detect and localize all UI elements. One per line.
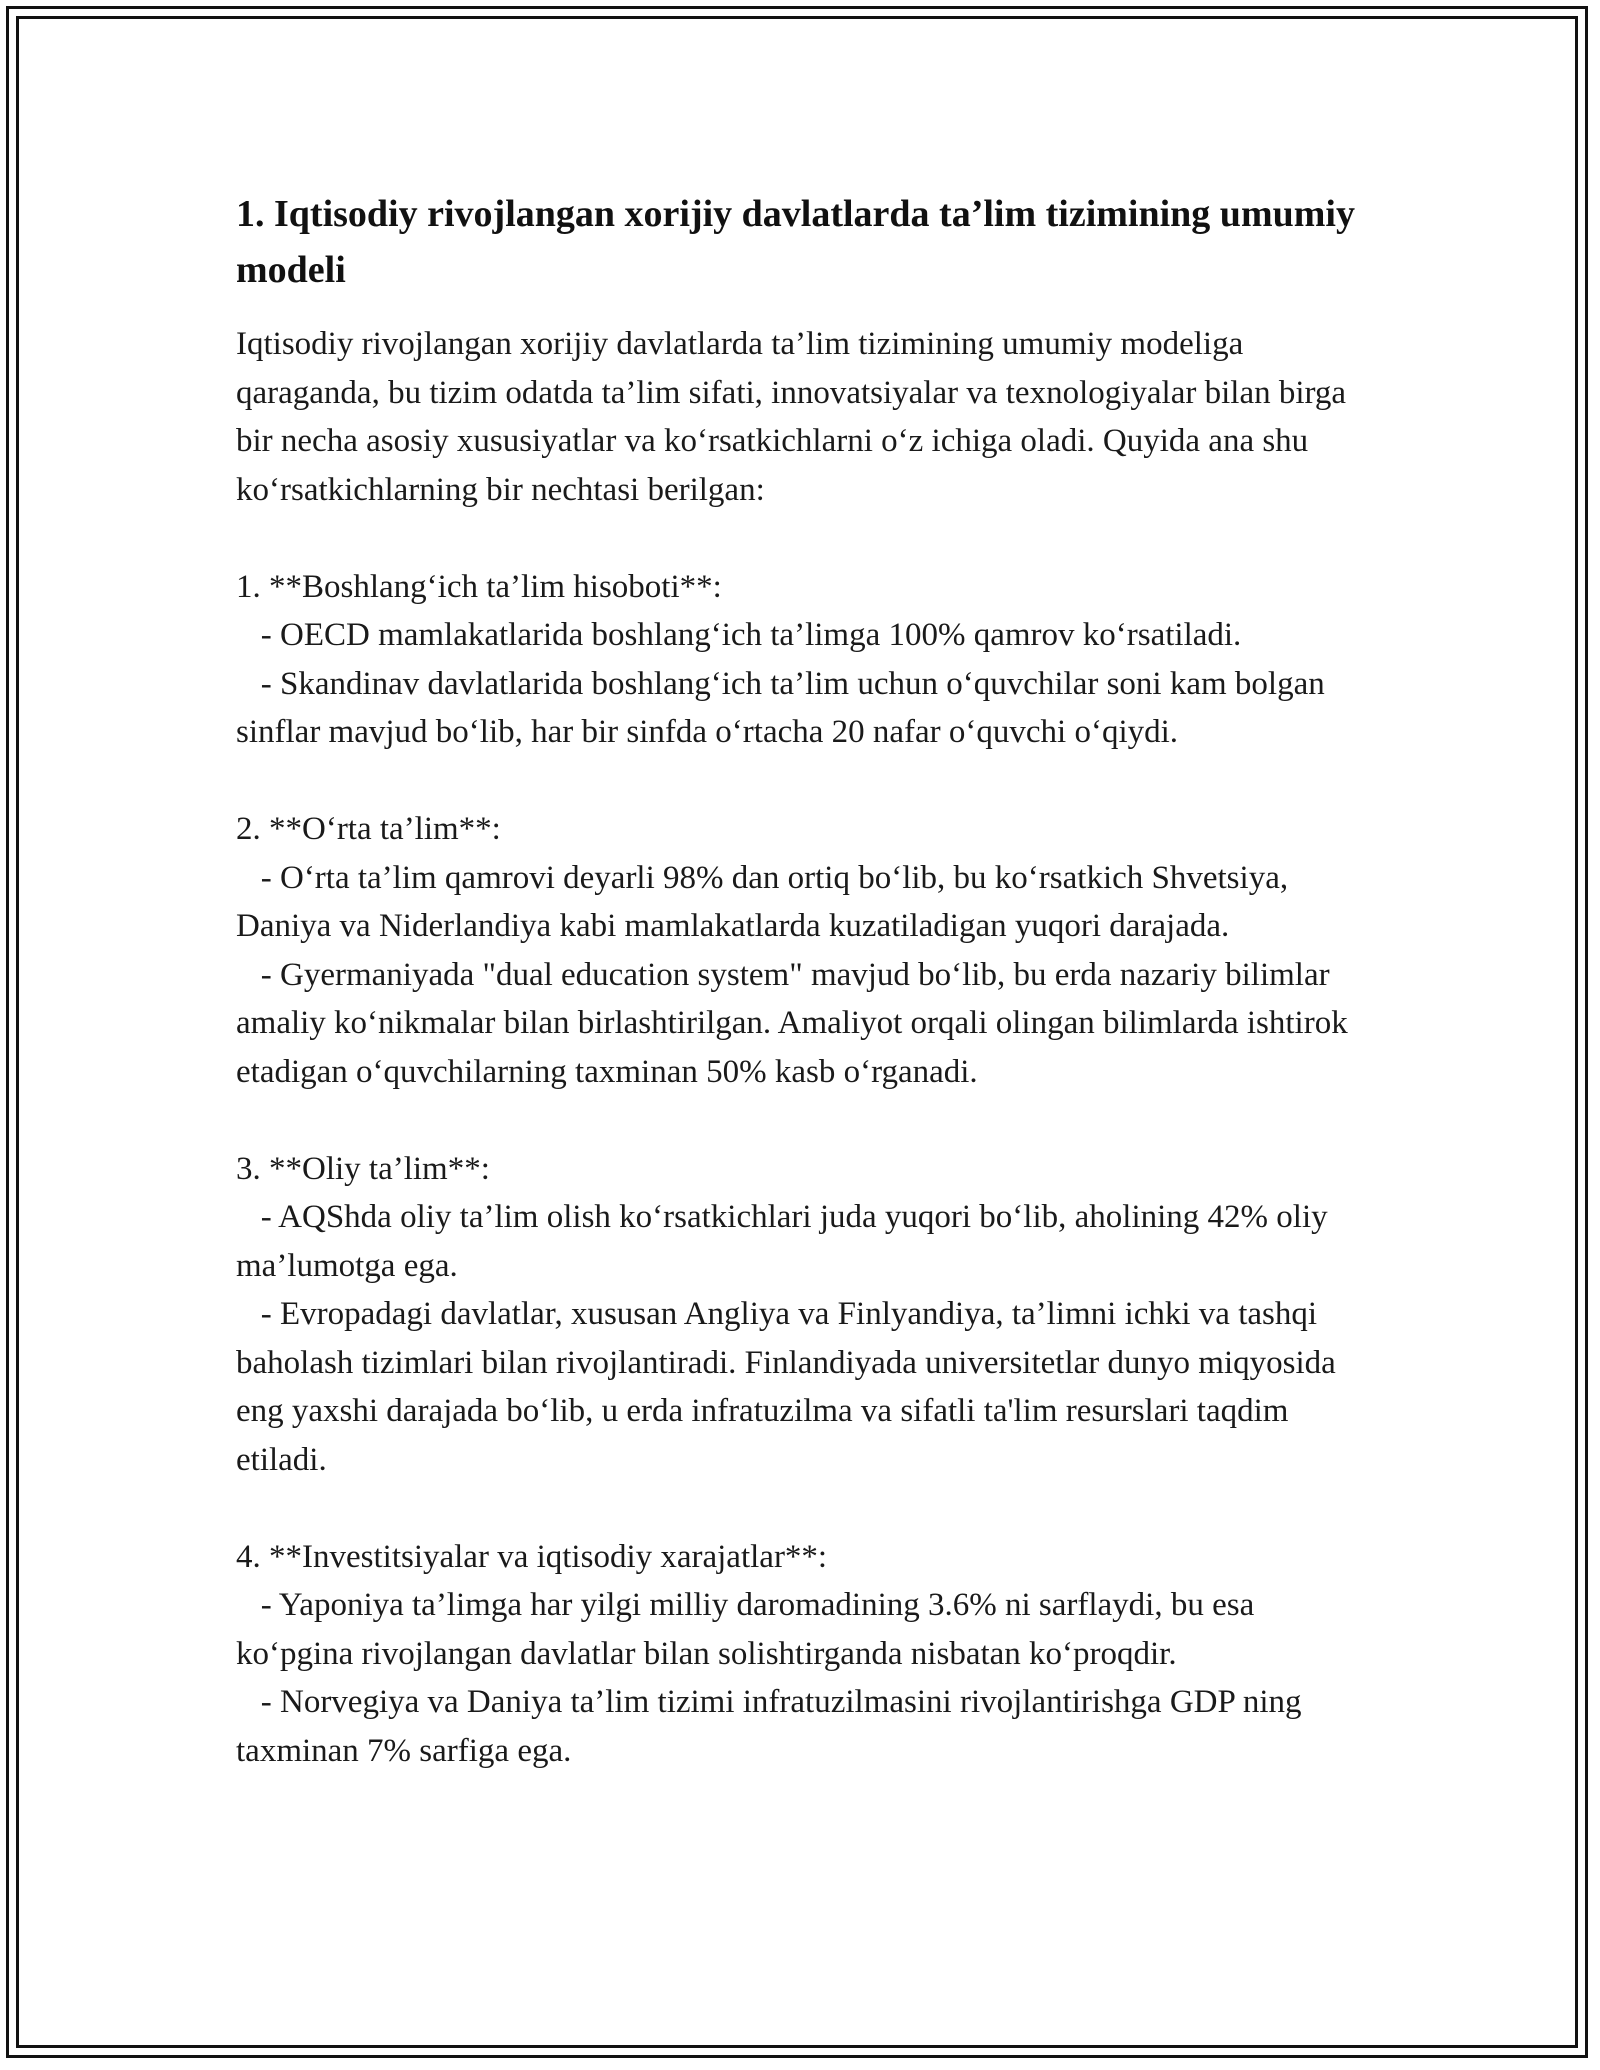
- section-secondary-education: [236, 805, 1376, 1096]
- list-item: - Gyermaniyada "dual education system" mavjud bo‘lib, bu erda nazariy bilimlar amaliy ko‘nikmalar bilan birlashtirilgan. Amaliyot orqali olingan bilimlarda ishtirok etadigan o‘quvchilarning taxminan 50% kasb o‘rganadi.: [236, 956, 1356, 1090]
- list-item: - Skandinav davlatlarida boshlang‘ich ta’lim uchun o‘quvchilar soni kam bolgan sinflar mavjud bo‘lib, har bir sinfda o‘rtacha 20 nafar o‘quvchi o‘qiydi.: [236, 665, 1333, 750]
- document-body: [236, 186, 1376, 1775]
- intro-paragraph: Iqtisodiy rivojlangan xorijiy davlatlarda ta’lim tizimining umumiy modeliga qaraganda, bu tizim odatda ta’lim sifati, innovatsiyalar va texnologiyalar bilan birga bir necha asosiy xususiyatlar va ko‘rsatkichlarni o‘z ichiga oladi. Quyida ana shu ko‘rsatkichlarning bir nechtasi berilgan:: [236, 326, 1355, 508]
- spacer: [236, 1484, 1376, 1533]
- section-investments: [236, 1533, 1376, 1776]
- section-heading: 4. **Investitsiyalar va iqtisodiy xarajatlar**:: [236, 1538, 828, 1575]
- section-heading: 3. **Oliy ta’lim**:: [236, 1150, 490, 1187]
- list-item: - Yaponiya ta’limga har yilgi milliy daromadining 3.6% ni sarflaydi, bu esa ko‘pgina rivojlangan davlatlar bilan solishtirganda nisbatan ko‘proqdir.: [236, 1587, 1263, 1672]
- spacer: [236, 514, 1376, 563]
- section-heading: 2. **O‘rta ta’lim**:: [236, 811, 501, 847]
- list-item: - Norvegiya va Daniya ta’lim tizimi infratuzilmasini rivojlantirishga GDP ning taxminan 7% sarfiga ega.: [236, 1684, 1310, 1769]
- spacer: [236, 1096, 1376, 1145]
- list-item: - O‘rta ta’lim qamrovi deyarli 98% dan ortiq bo‘lib, bu ko‘rsatkich Shvetsiya, Daniya va Niderlandiya kabi mamlakatlarda kuzatiladigan yuqori darajada.: [236, 859, 1297, 944]
- spacer: [236, 757, 1376, 806]
- list-item: - AQShda oliy ta’lim olish ko‘rsatkichlari juda yuqori bo‘lib, aholining 42% oliy ma’lumotga ega.: [236, 1199, 1336, 1284]
- section-higher-education: [236, 1145, 1376, 1485]
- list-item: - Evropadagi davlatlar, xususan Angliya va Finlyandiya, ta’limni ichki va tashqi baholash tizimlari bilan rivojlantiradi. Finlandiyada universitetlar dunyo miqyosida eng yaxshi darajada bo‘lib, u erda infratuzilma va sifatli ta'lim resurslari taqdim etiladi.: [236, 1296, 1345, 1478]
- document-title: 1. Iqtisodiy rivojlangan xorijiy davlatlarda ta’lim tizimining umumiy modeli: [236, 193, 1355, 291]
- list-item: - OECD mamlakatlarida boshlang‘ich ta’limga 100% qamrov ko‘rsatiladi.: [236, 617, 1242, 653]
- section-primary-education: [236, 563, 1376, 757]
- section-heading: 1. **Boshlang‘ich ta’lim hisoboti**:: [236, 568, 722, 605]
